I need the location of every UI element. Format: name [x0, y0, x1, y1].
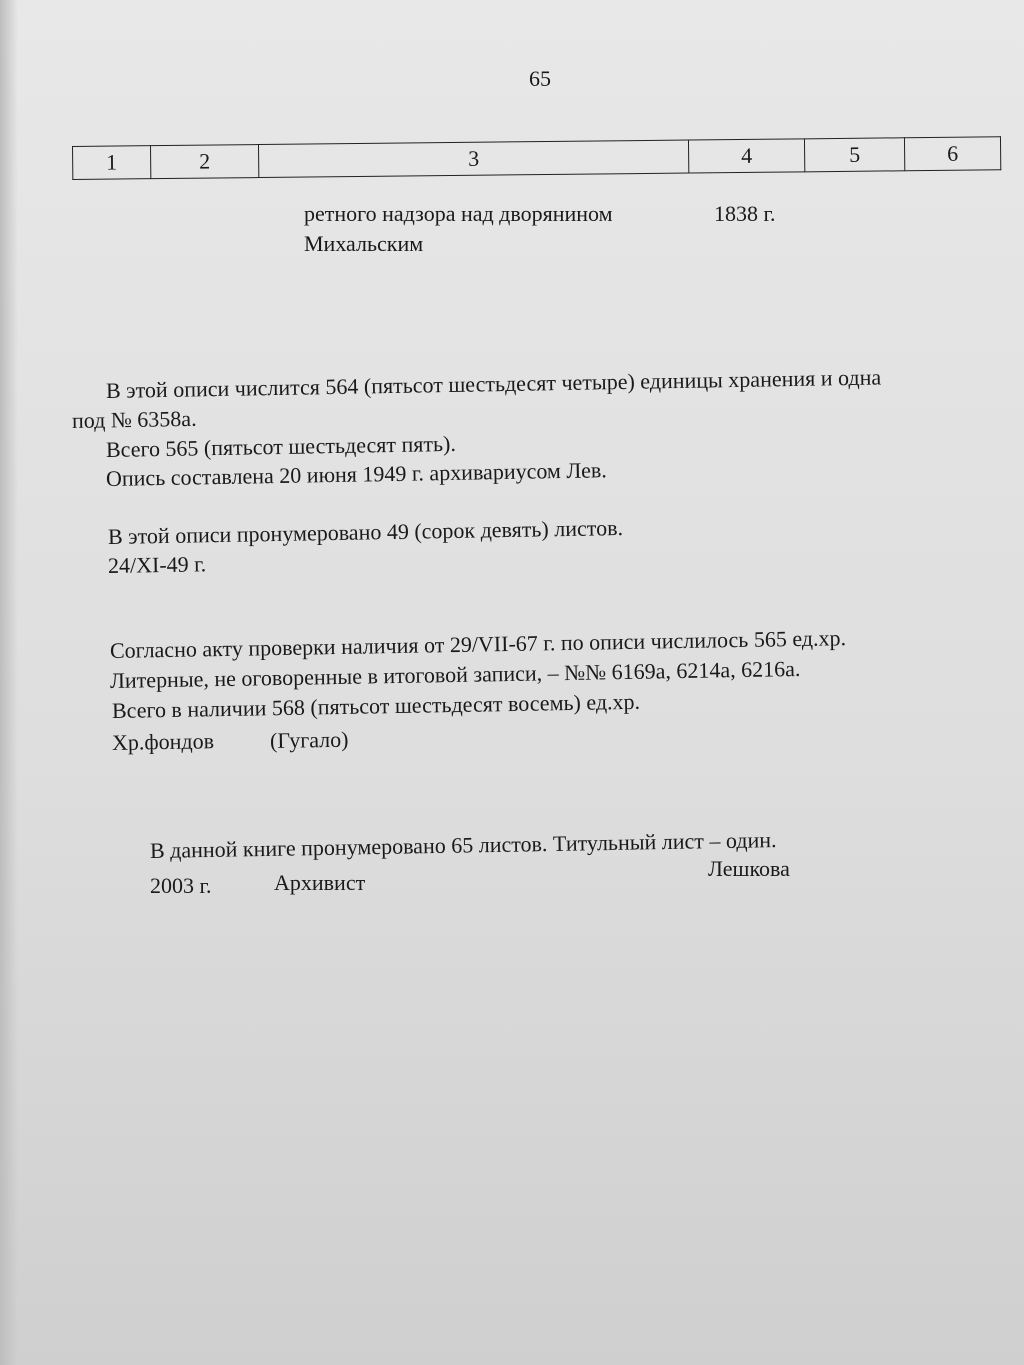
check-line: Литерные, не оговоренные в итоговой записи, – №№ 6169а, 6214а, 6216а. [109, 655, 801, 693]
column-number-cell: 3 [258, 140, 688, 178]
entry-title-line: ретного надзора над дворянином [304, 201, 613, 226]
column-number-cell: 2 [151, 145, 259, 179]
check-signer-role: Хр.фондов [111, 728, 215, 755]
column-number-cell: 1 [73, 146, 151, 180]
book-signer-name: Лешкова [708, 856, 790, 881]
summary-line: под № 6358а. [71, 405, 197, 433]
check-signer-name: (Гугало) [269, 726, 349, 753]
book-signer-role: Архивист [274, 870, 366, 895]
check-line: Согласно акту проверки наличия от 29/VII-67 г. по описи числилось 565 ед.хр. [109, 625, 847, 663]
column-header-table [72, 136, 1000, 180]
column-number-cell: 6 [904, 137, 1000, 171]
numbering-date: 24/XI-49 г. [107, 551, 207, 578]
column-number-cell: 5 [804, 138, 904, 172]
column-number-cell: 4 [688, 139, 804, 173]
summary-line: Всего 565 (пятьсот шестьдесят пять). [105, 430, 457, 462]
page-edge-shadow [0, 0, 18, 1365]
check-line: Всего в наличии 568 (пятьсот шестьдесят восемь) ед.хр. [111, 688, 641, 723]
entry-title-line: Михальским [304, 231, 424, 256]
book-note-line: В данной книге пронумеровано 65 листов. Титульный лист – один. [149, 827, 777, 863]
book-year: 2003 г. [150, 873, 212, 898]
page-number: 65 [529, 66, 551, 91]
numbering-line: В этой описи пронумеровано 49 (сорок девять) листов. [107, 515, 624, 549]
column-header-row [73, 137, 1001, 180]
summary-line: В этой описи числится 564 (пятьсот шестьдесят четыре) единицы хранения и одна [105, 364, 882, 403]
entry-date: 1838 г. [714, 201, 776, 226]
summary-line: Опись составлена 20 июня 1949 г. архивариусом Лев. [105, 457, 607, 491]
